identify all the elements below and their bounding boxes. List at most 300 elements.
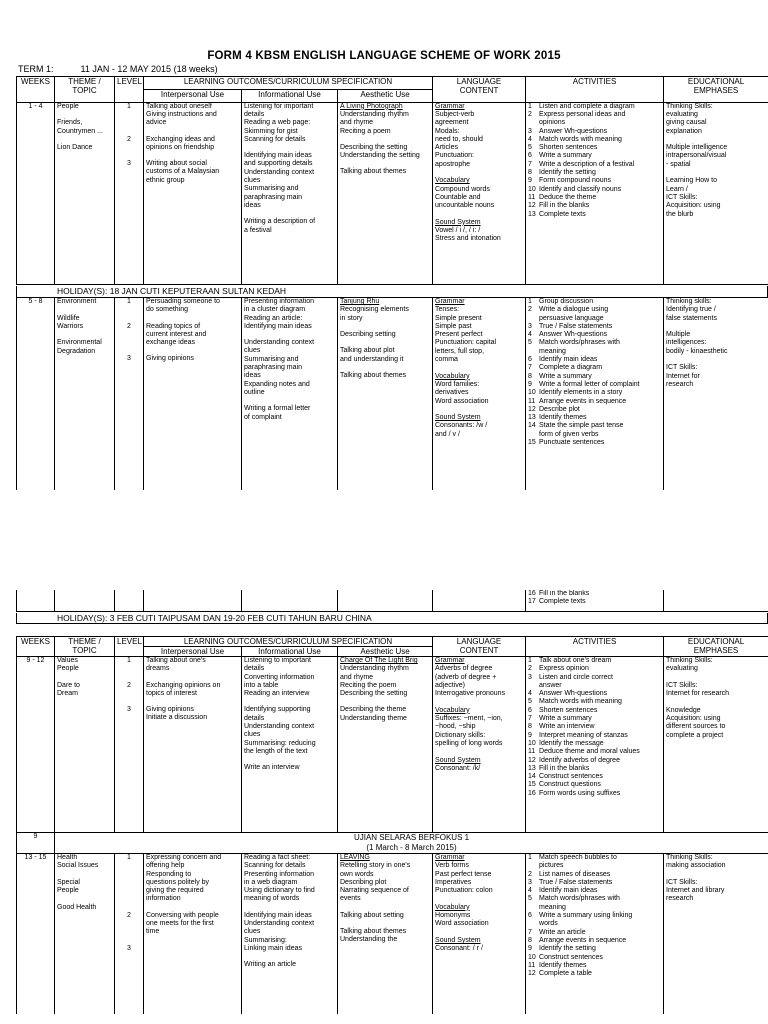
col-header-theme — [55, 637, 115, 657]
activity-text: Identify main ideas — [539, 887, 598, 895]
cell-group — [244, 961, 335, 969]
aesthetic-cell — [338, 298, 433, 491]
cell-line: letters, full stop, — [435, 347, 485, 355]
list-item — [528, 194, 661, 202]
cell-group — [146, 160, 239, 185]
activity-text: Complete texts — [539, 210, 586, 218]
cell-line: of complaint — [244, 413, 282, 421]
activity-text: Identify themes — [539, 414, 587, 422]
cell-line: Linking main ideas — [244, 944, 302, 952]
list-item — [528, 144, 661, 152]
list-item — [528, 161, 661, 169]
activity-number: 6 — [528, 912, 532, 920]
cell-line: agreement — [435, 119, 469, 127]
activity-text: Match speech bubbles to — [539, 854, 617, 861]
level-number: 3 — [127, 706, 131, 714]
cell-group — [244, 103, 335, 144]
activities-cell — [526, 102, 664, 284]
cell-line: evaluating — [666, 665, 698, 673]
activity-number: 4 — [528, 690, 532, 698]
cell-line: customs of a Malaysian — [146, 168, 220, 176]
aesthetic-title: LEAVING — [340, 854, 370, 861]
theme-cell — [55, 854, 115, 1014]
cell-line: the length of the text — [244, 747, 308, 755]
cell-line: Narrating sequence of — [340, 887, 409, 895]
col-header-level: LEVEL — [115, 637, 144, 657]
theme-cell — [55, 102, 115, 284]
cell-line: one meets for the first — [146, 920, 214, 928]
list-item — [528, 732, 661, 740]
cell-line: ICT Skills: — [666, 193, 698, 201]
cell-group — [244, 339, 335, 397]
cell-line: adjective) — [435, 681, 465, 689]
list-item — [528, 723, 661, 731]
cell-line: Giving opinions — [146, 355, 194, 363]
cell-group — [340, 144, 430, 161]
cell-line: Writing about social — [146, 160, 207, 168]
cell-line: giving causal — [666, 119, 707, 127]
cell-line: Talking about themes — [340, 372, 407, 380]
activity-text: Express opinion — [539, 665, 589, 673]
cell-line: Consonant: / r / — [435, 945, 483, 953]
cell-group — [146, 136, 239, 153]
activity-text: True / False statements — [539, 878, 613, 886]
cell-line: Imperatives — [435, 878, 472, 886]
section-heading: Sound System — [435, 414, 481, 422]
cell-line: Converting information — [244, 673, 315, 681]
informational-cell — [242, 657, 338, 833]
list-item — [528, 103, 661, 111]
activity-continuation: opinions — [539, 119, 566, 127]
weeks-cell: 5 - 8 — [17, 298, 55, 491]
list-item — [528, 406, 661, 414]
subheader-aesthetic: Aesthetic Use — [338, 647, 433, 657]
list-item — [528, 598, 661, 606]
cell-line — [435, 211, 523, 219]
list-item — [528, 128, 661, 136]
activity-text: Write a summary using linking — [539, 912, 633, 920]
list-item — [528, 111, 661, 119]
list-item — [528, 790, 661, 798]
activity-text: Write an interview — [539, 723, 595, 731]
activity-number: 2 — [528, 870, 532, 878]
cell-line: Dream — [57, 690, 79, 698]
cell-line: ICT Skills: — [666, 878, 698, 886]
activity-number: 7 — [528, 715, 532, 723]
cell-line — [340, 339, 430, 347]
cell-line: Thinking skills: — [666, 298, 712, 305]
cell-line: Understanding rhythm — [340, 110, 409, 118]
activity-number: 3 — [528, 673, 532, 681]
cell-line: meaning of words — [244, 895, 300, 903]
activity-text: Fill in the blanks — [539, 202, 590, 210]
header-language-text: LANGUAGE — [456, 637, 502, 646]
cell-line: in story — [340, 314, 363, 322]
activity-text: Talk about one's dream — [539, 657, 612, 664]
cell-line: Responding to — [146, 870, 192, 878]
aesthetic-cell — [338, 657, 433, 833]
activity-number: 16 — [528, 789, 536, 797]
subheader-informational: Informational Use — [242, 89, 338, 102]
activity-number: 12 — [528, 202, 536, 210]
activities-cell — [526, 854, 664, 1014]
cell-line: Summarising: reducing — [244, 739, 316, 747]
activity-number: 5 — [528, 339, 532, 347]
activity-number: 9 — [528, 731, 532, 739]
list-item — [528, 854, 661, 862]
cell-group — [340, 665, 430, 698]
cell-line: need to, should — [435, 135, 483, 143]
cell-line — [666, 871, 766, 879]
list-item — [528, 674, 661, 682]
list-item — [528, 715, 661, 723]
activity-text: Construct sentences — [539, 773, 603, 781]
cell-line: Talking about themes — [340, 168, 407, 176]
table-row — [17, 298, 768, 491]
cell-line: derivatives — [435, 389, 469, 397]
activity-text: Complete texts — [539, 598, 586, 606]
col-header-level: LEVEL — [115, 77, 144, 103]
activity-text: Listen and circle correct — [539, 673, 613, 681]
cell-line: clues — [244, 928, 261, 936]
cell-line: research — [666, 895, 694, 903]
list-item — [528, 381, 661, 389]
activity-number: 2 — [528, 665, 532, 673]
activity-text: Interpret meaning of stanzas — [539, 731, 628, 739]
cell-line: comma — [435, 356, 458, 364]
level-number: 2 — [127, 135, 131, 143]
emphases-cell — [664, 854, 768, 1014]
activity-number: 7 — [528, 928, 532, 936]
cell-line — [57, 331, 112, 339]
cell-line: Suffixes: ~ment, ~ion, — [435, 715, 503, 723]
list-item — [528, 152, 661, 160]
subheader-informational: Informational Use — [242, 647, 338, 657]
activity-number: 10 — [528, 739, 536, 747]
level-number: 3 — [127, 160, 131, 168]
cell-line: Understanding the — [340, 936, 398, 944]
level-number: 1 — [127, 657, 131, 664]
subheader-interpersonal: Interpersonal Use — [144, 89, 242, 102]
section-heading: Grammar — [435, 298, 465, 305]
list-item — [528, 945, 661, 953]
document-title: FORM 4 KBSM ENGLISH LANGUAGE SCHEME OF WORK 2015 — [207, 50, 561, 62]
section-heading: Grammar — [435, 854, 465, 861]
exam-cell — [55, 833, 768, 854]
level-cell — [115, 298, 144, 491]
table-row — [17, 590, 768, 612]
cell-line: Exchanging opinions on — [146, 681, 221, 689]
list-item — [528, 740, 661, 748]
cell-line: Listening to important — [244, 657, 311, 664]
activity-continuation: words — [539, 920, 558, 928]
cell-line: Multiple — [666, 331, 691, 339]
cell-line: Word families: — [435, 380, 480, 388]
activity-text: Listen and complete a diagram — [539, 102, 635, 110]
cell-line: explanation — [666, 127, 702, 135]
activity-number: 1 — [528, 102, 532, 110]
list-item — [528, 439, 661, 447]
cell-line — [57, 111, 112, 119]
activity-number: 13 — [528, 414, 536, 422]
subheader-aesthetic: Aesthetic Use — [338, 89, 433, 102]
activity-continuation: persuasive language — [539, 314, 604, 322]
list-item — [528, 298, 661, 306]
exam-title: UJIAN SELARAS BERFOKUS 1 — [353, 833, 470, 842]
activity-number: 11 — [528, 748, 536, 756]
section-heading: Vocabulary — [435, 177, 470, 185]
language-cell — [433, 657, 526, 833]
cell-line: uncountable nouns — [435, 202, 495, 210]
header-content-text: CONTENT — [459, 646, 499, 655]
activity-text: Write a description of a festival — [539, 160, 635, 168]
activity-number: 5 — [528, 698, 532, 706]
cell-line — [57, 306, 112, 314]
activity-text: Write an article — [539, 928, 586, 936]
cell-line: Identifying supporting — [244, 706, 311, 714]
level-number: 1 — [127, 298, 131, 305]
cell-line: Tenses: — [435, 306, 460, 314]
cell-group — [340, 706, 430, 723]
col-header-weeks: WEEKS — [17, 77, 55, 103]
cell-group — [340, 372, 430, 380]
cell-group — [146, 298, 239, 315]
cell-line: Punctuation: — [435, 152, 474, 160]
cell-group — [340, 912, 430, 920]
cell-line: Using dictionary to find — [244, 887, 315, 895]
cell-line: Learning How to — [666, 177, 718, 185]
cell-group — [340, 111, 430, 136]
section-heading: Sound System — [435, 756, 481, 764]
col-header-activities: ACTIVITIES — [526, 77, 664, 103]
cell-line: Consonants: /w / — [435, 422, 488, 430]
list-item — [528, 364, 661, 372]
level-number: 2 — [127, 322, 131, 330]
cell-line — [435, 748, 523, 756]
activity-text: Fill in the blanks — [539, 764, 590, 772]
cell-line: in a cluster diagram — [244, 306, 306, 314]
section-heading: Sound System — [435, 218, 481, 226]
level-cell — [115, 102, 144, 284]
activity-text: Punctuate sentences — [539, 439, 605, 447]
cell-line: Interrogative pronouns — [435, 690, 506, 698]
cell-line: Talking about oneself — [146, 102, 212, 110]
cell-line: and understanding it — [340, 355, 404, 363]
cell-line: Summarising: — [244, 936, 287, 944]
theme-cell — [55, 657, 115, 833]
cell-line: Reading an article: — [244, 314, 303, 322]
cell-line: Internet for — [666, 372, 700, 380]
cell-line: the blurb — [666, 210, 694, 218]
weeks-cell: 1 - 4 — [17, 102, 55, 284]
list-item — [528, 422, 661, 430]
list-item — [528, 414, 661, 422]
section-heading: Grammar — [435, 102, 465, 110]
activity-number: 15 — [528, 439, 536, 447]
activity-text: State the simple past tense — [539, 422, 624, 430]
cell-group — [146, 103, 239, 128]
language-cell — [433, 298, 526, 491]
cell-line: clues — [244, 177, 261, 185]
cell-group — [146, 355, 239, 363]
emphases-cell — [664, 102, 768, 284]
cell-line: and supporting details — [244, 160, 313, 168]
activity-number: 3 — [528, 878, 532, 886]
cell-line: Values — [57, 657, 78, 664]
table-header-row — [17, 637, 768, 647]
cell-line: Identifying main ideas — [244, 322, 312, 330]
cell-line — [435, 169, 523, 177]
level-number: 2 — [127, 681, 131, 689]
cell-group — [146, 912, 239, 937]
cell-line: Consonant: /k/ — [435, 764, 481, 772]
cell-line: Modals: — [435, 127, 460, 135]
cell-line: Talking about plot — [340, 347, 395, 355]
cell-line: advice — [146, 119, 167, 127]
aesthetic-groups — [340, 665, 430, 723]
col-header-theme — [55, 77, 115, 103]
activity-continuation: meaning — [539, 347, 566, 355]
level-number: 1 — [127, 854, 131, 861]
cell-group — [244, 405, 335, 422]
col-header-language — [433, 637, 526, 657]
activity-text: Describe plot — [539, 405, 580, 413]
activity-number: 1 — [528, 854, 532, 861]
activity-text: Arrange events in sequence — [539, 397, 627, 405]
cell-line: Writing an article — [244, 961, 297, 969]
cell-line — [666, 698, 766, 706]
cell-line: Punctuation: colon — [435, 887, 493, 895]
cell-line: spelling of long words — [435, 739, 503, 747]
list-item — [528, 211, 661, 219]
cell-line: (adverb of degree + — [435, 673, 497, 681]
cell-line: complete a project — [666, 731, 724, 739]
cell-line: ICT Skills: — [666, 681, 698, 689]
cell-line: Acquisition: using — [666, 715, 721, 723]
cell-group — [146, 323, 239, 348]
cell-line — [57, 895, 112, 903]
section-heading: Vocabulary — [435, 903, 470, 911]
cell-line: ideas — [244, 372, 261, 380]
activity-number: 2 — [528, 110, 532, 118]
cell-group — [244, 218, 335, 235]
list-item — [528, 339, 661, 347]
list-item — [528, 970, 661, 978]
list-item — [528, 665, 661, 673]
activity-text: Shorten sentences — [539, 706, 598, 714]
cell-group — [244, 854, 335, 904]
header-educational-text: EDUCATIONAL — [687, 637, 745, 646]
activity-number: 10 — [528, 389, 536, 397]
list-item — [528, 398, 661, 406]
activity-number: 13 — [528, 764, 536, 772]
level-number: 1 — [127, 102, 131, 110]
activity-number: 14 — [528, 422, 536, 430]
cell-line — [57, 871, 112, 879]
cell-line: Dictionary skills: — [435, 731, 486, 739]
list-item — [528, 895, 661, 903]
cell-line: Learn / — [666, 185, 688, 193]
activity-number: 8 — [528, 169, 532, 177]
activity-text: Match words/phrases with — [539, 895, 620, 903]
cell-line: Conversing with people — [146, 911, 219, 919]
list-item — [528, 773, 661, 781]
activity-number: 8 — [528, 936, 532, 944]
cell-line — [435, 895, 523, 903]
cell-line: and rhyme — [340, 673, 374, 681]
activity-number: 3 — [528, 127, 532, 135]
cell-line: Understanding the setting — [340, 152, 420, 160]
activity-number: 8 — [528, 723, 532, 731]
activity-number: 1 — [528, 298, 532, 305]
cell-group — [340, 928, 430, 945]
cell-line: dreams — [146, 665, 170, 673]
activities-cell — [526, 590, 664, 612]
cell-line: Countrymen ... — [57, 127, 103, 135]
list-item — [528, 136, 661, 144]
aesthetic-cell — [338, 102, 433, 284]
cell-line: ICT Skills: — [666, 364, 698, 372]
list-item — [528, 871, 661, 879]
activity-continuation: meaning — [539, 903, 566, 911]
activity-number: 6 — [528, 152, 532, 160]
cell-line: evaluating — [666, 110, 698, 118]
cell-line: making association — [666, 862, 726, 870]
list-item — [528, 169, 661, 177]
cell-line: Describing plot — [340, 878, 387, 886]
cell-group — [146, 657, 239, 674]
cell-line: Verb forms — [435, 862, 469, 870]
cell-line: opinions on friendship — [146, 143, 215, 151]
aesthetic-groups — [340, 862, 430, 944]
cell-line — [666, 323, 766, 331]
cell-line: outline — [244, 388, 265, 396]
cell-line: Thinking Skills: — [666, 102, 713, 110]
cell-line: Multiple intelligence — [666, 144, 728, 152]
level-number: 2 — [127, 911, 131, 919]
activity-number: 5 — [528, 144, 532, 152]
cell-line: Compound words — [435, 185, 490, 193]
cell-line: Friends, — [57, 119, 83, 127]
cell-line: Reciting a poem — [340, 127, 391, 135]
cell-line: time — [146, 928, 160, 936]
header-topic-text: TOPIC — [72, 646, 97, 655]
header-emphases-text: EMPHASES — [693, 646, 739, 655]
header-language-text: LANGUAGE — [456, 77, 502, 86]
cell-line: Special — [57, 878, 80, 886]
list-item — [528, 202, 661, 210]
cell-line: Talking about themes — [340, 928, 407, 936]
aesthetic-title: A Living Photograph — [340, 102, 403, 110]
cell-line: offering help — [146, 862, 185, 870]
cell-line: Persuading someone to — [146, 298, 220, 305]
cell-line: false statements — [666, 314, 717, 322]
col-header-weeks: WEEKS — [17, 637, 55, 657]
cell-line: ethnic group — [146, 176, 185, 184]
interpersonal-cell — [144, 298, 242, 491]
cell-line: Warriors — [57, 322, 84, 330]
activity-number: 5 — [528, 895, 532, 903]
scheme-table-2-continued — [16, 590, 768, 612]
activity-text: Fill in the blanks — [539, 590, 590, 597]
scheme-table-3 — [16, 636, 768, 1014]
activity-text: Deduce theme and moral values — [539, 748, 640, 756]
activities-cell — [526, 657, 664, 833]
cell-line: Identifying main ideas — [244, 911, 312, 919]
cell-line: Health — [57, 854, 78, 861]
cell-line: Writing a formal letter — [244, 405, 311, 413]
cell-line: a festival — [244, 226, 272, 234]
